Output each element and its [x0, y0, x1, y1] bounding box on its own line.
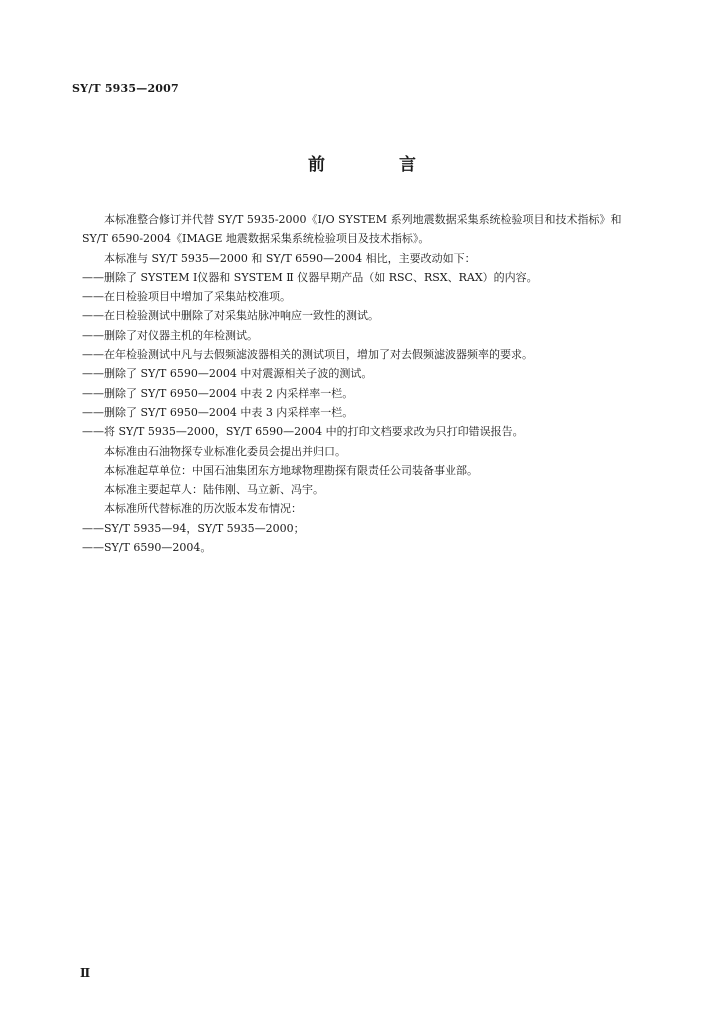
paragraph-changes-intro: 本标准与 SY/T 5935—2000 和 SY/T 6590—2004 相比，主要改动如下：: [104, 251, 476, 265]
page-number: Ⅱ: [80, 966, 91, 980]
change-item: ——删除了 SY/T 6590—2004 中对震源相关子波的测试。: [82, 367, 373, 381]
change-item: ——将 SY/T 5935—2000，SY/T 6590—2004 中的打印文档要求改为只打印错误报告。: [82, 425, 524, 439]
change-item: ——删除了 SY/T 6950—2004 中表 3 内采样率一栏。: [82, 405, 354, 419]
history-item: ——SY/T 6590—2004。: [82, 541, 212, 555]
change-item: ——在年检验测试中凡与去假频滤波器相关的测试项目，增加了对去假频滤波器频率的要求。: [82, 348, 533, 362]
paragraph-history: 本标准所代替标准的历次版本发布情况：: [104, 502, 302, 516]
change-item: ——删除了对仪器主机的年检测试。: [82, 328, 258, 342]
page-title: 前 言: [308, 155, 450, 175]
document-body: [82, 210, 642, 557]
change-item: ——在日检验项目中增加了采集站校准项。: [82, 290, 291, 304]
change-item: ——删除了 SYSTEM Ⅰ仪器和 SYSTEM Ⅱ 仪器早期产品（如 RSC、RSX、RAX）的内容。: [82, 270, 538, 284]
paragraph-proposer: 本标准由石油物探专业标准化委员会提出并归口。: [104, 444, 346, 458]
change-item: ——在日检验测试中删除了对采集站脉冲响应一致性的测试。: [82, 309, 379, 323]
paragraph-intro: 本标准整合修订并代替 SY/T 5935-2000《I/O SYSTEM 系列地震数据采集系统检验项目和技术指标》和 SY/T 6590-2004《IMAGE 地震数据采集系统检验项目及技术指标》。: [82, 213, 622, 246]
paragraph-drafters: 本标准主要起草人：陆伟刚、马立新、冯宇。: [104, 483, 324, 497]
change-item: ——删除了 SY/T 6950—2004 中表 2 内采样率一栏。: [82, 386, 354, 400]
standard-code: SY/T 5935—2007: [72, 82, 179, 95]
paragraph-drafting-unit: 本标准起草单位：中国石油集团东方地球物理勘探有限责任公司装备事业部。: [104, 463, 478, 477]
history-item: ——SY/T 5935—94，SY/T 5935—2000；: [82, 521, 305, 535]
